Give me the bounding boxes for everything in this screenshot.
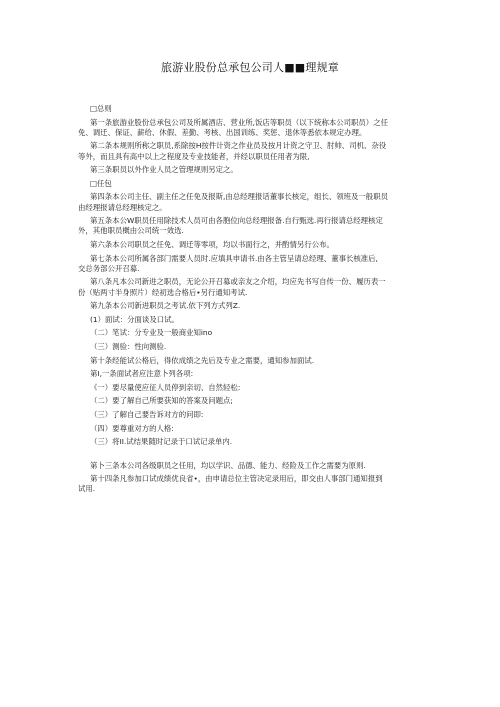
text-line: 《一）要尽量使应征人员停到亲切、自然轻松: (90, 382, 241, 392)
list-item (90, 396, 440, 406)
text-line: （三）了解自己要告诉对方的问即: (90, 409, 204, 419)
text-line: 第一条旅游业股份总承包公司及所属酒店、营业所,饭店等职员（以下统称本公司职员）之任 (90, 117, 388, 127)
text-line: 第二条本规则所称之职员,系除按H按件计资之作业员及按月计资之守卫、肘帅、司机、杂役 (90, 141, 387, 151)
spacer (90, 451, 440, 461)
text-line: (1）面试：分面谈及口试。 (90, 314, 179, 324)
list-item (90, 410, 440, 420)
article-13 (90, 461, 440, 471)
text-line: （三）将II.试结果随时记录于口试记录单内. (90, 437, 233, 447)
list-item (90, 315, 440, 325)
article-3 (90, 165, 440, 175)
section-heading-appointment (90, 179, 440, 189)
text-line: 第九条本公司新进职员之考试.依下列方式列Z. (90, 301, 241, 311)
text-line: 第十条经能试公格后，得依成绩之先后及专业之需要，通知参加面试. (90, 355, 315, 365)
text-line: □总则 (90, 104, 112, 113)
article-1 (78, 117, 440, 138)
text-line: （三）测验：性向测验. (90, 341, 167, 351)
article-9 (90, 301, 440, 311)
text-line: （二）笔试：分专业及一般商业知ino (90, 328, 213, 338)
text-line: 外，其他职员概由公司统一效选. (78, 226, 184, 236)
list-item (90, 342, 440, 352)
list-item (90, 424, 440, 434)
text-line: 第三条职员以外作业人员之管理规则另定之。 (90, 165, 238, 175)
text-line: 第六条本公司职员之任免、调迁等零项，均以书面行之，并酌情另行公布。 (90, 239, 334, 249)
article-10 (90, 356, 440, 366)
list-item (90, 383, 440, 393)
text-line: （四）要尊重对方的人格: (90, 423, 174, 433)
text-line: 免、调迁、保证、薪给、休假、差勤、考核、出国训练、奖惩、退休等悉依本规定办理。 (78, 127, 367, 137)
article-4 (78, 192, 440, 212)
text-line: 等外，而且具有高中以上之程度及专业技能者，并经以职员任用者为限, (78, 151, 310, 161)
article-8 (78, 277, 440, 297)
text-line: □任包 (90, 178, 112, 188)
text-line: 第十四条凡参加口试成绩优良省•，由申请总位主管决定录用后，即交由人事部门通知报到 (90, 474, 383, 484)
text-line: 交总务部公开召募. (78, 263, 140, 273)
text-line: 第I,一条面试者应注意卜列各项: (90, 369, 194, 379)
article-2 (78, 141, 440, 161)
text-line: 第八条凡本公司新进之职员，无论公开召募或亲友之介绍，均应先书写自传一份、履历表一 (90, 277, 386, 287)
article-7 (78, 253, 440, 274)
list-item (90, 328, 440, 338)
article-11 (90, 369, 440, 379)
document-body (78, 104, 440, 498)
text-line: 第五条本公W职员任用除技术人员可由各胞位向总经理报备.自行甄选.再行报请总经理核定 (90, 216, 383, 226)
text-line: 第四条本公司主任、副主任之任免及报斯,由总经理报话董事长核定，组长、领班及一般职员 (90, 192, 388, 202)
document-title: 旅游业股份总承包公司人■■理规章 (161, 61, 339, 74)
section-heading-general (90, 104, 440, 114)
article-5 (78, 216, 440, 236)
text-line: 第卜三条本公司各级职员之任用，均以学识、品德、能力、经险及工作之需要为原则. (90, 460, 366, 470)
article-6 (90, 240, 440, 250)
text-line: 第七条本公司所属各部门需要人员时.应填具申请书.由各主管呈请总经理、董事长核准后, (90, 253, 378, 263)
text-line: （二）要了解自己所要获知的答案及问题点; (90, 396, 233, 406)
text-line: 份（贴两寸半身照片）经初选合格后•另行通知考试. (78, 287, 248, 297)
article-14 (78, 474, 440, 494)
text-line: 由经理报请总经理核定之。 (78, 202, 167, 212)
list-item (90, 437, 440, 447)
text-line: 试用. (78, 484, 96, 494)
